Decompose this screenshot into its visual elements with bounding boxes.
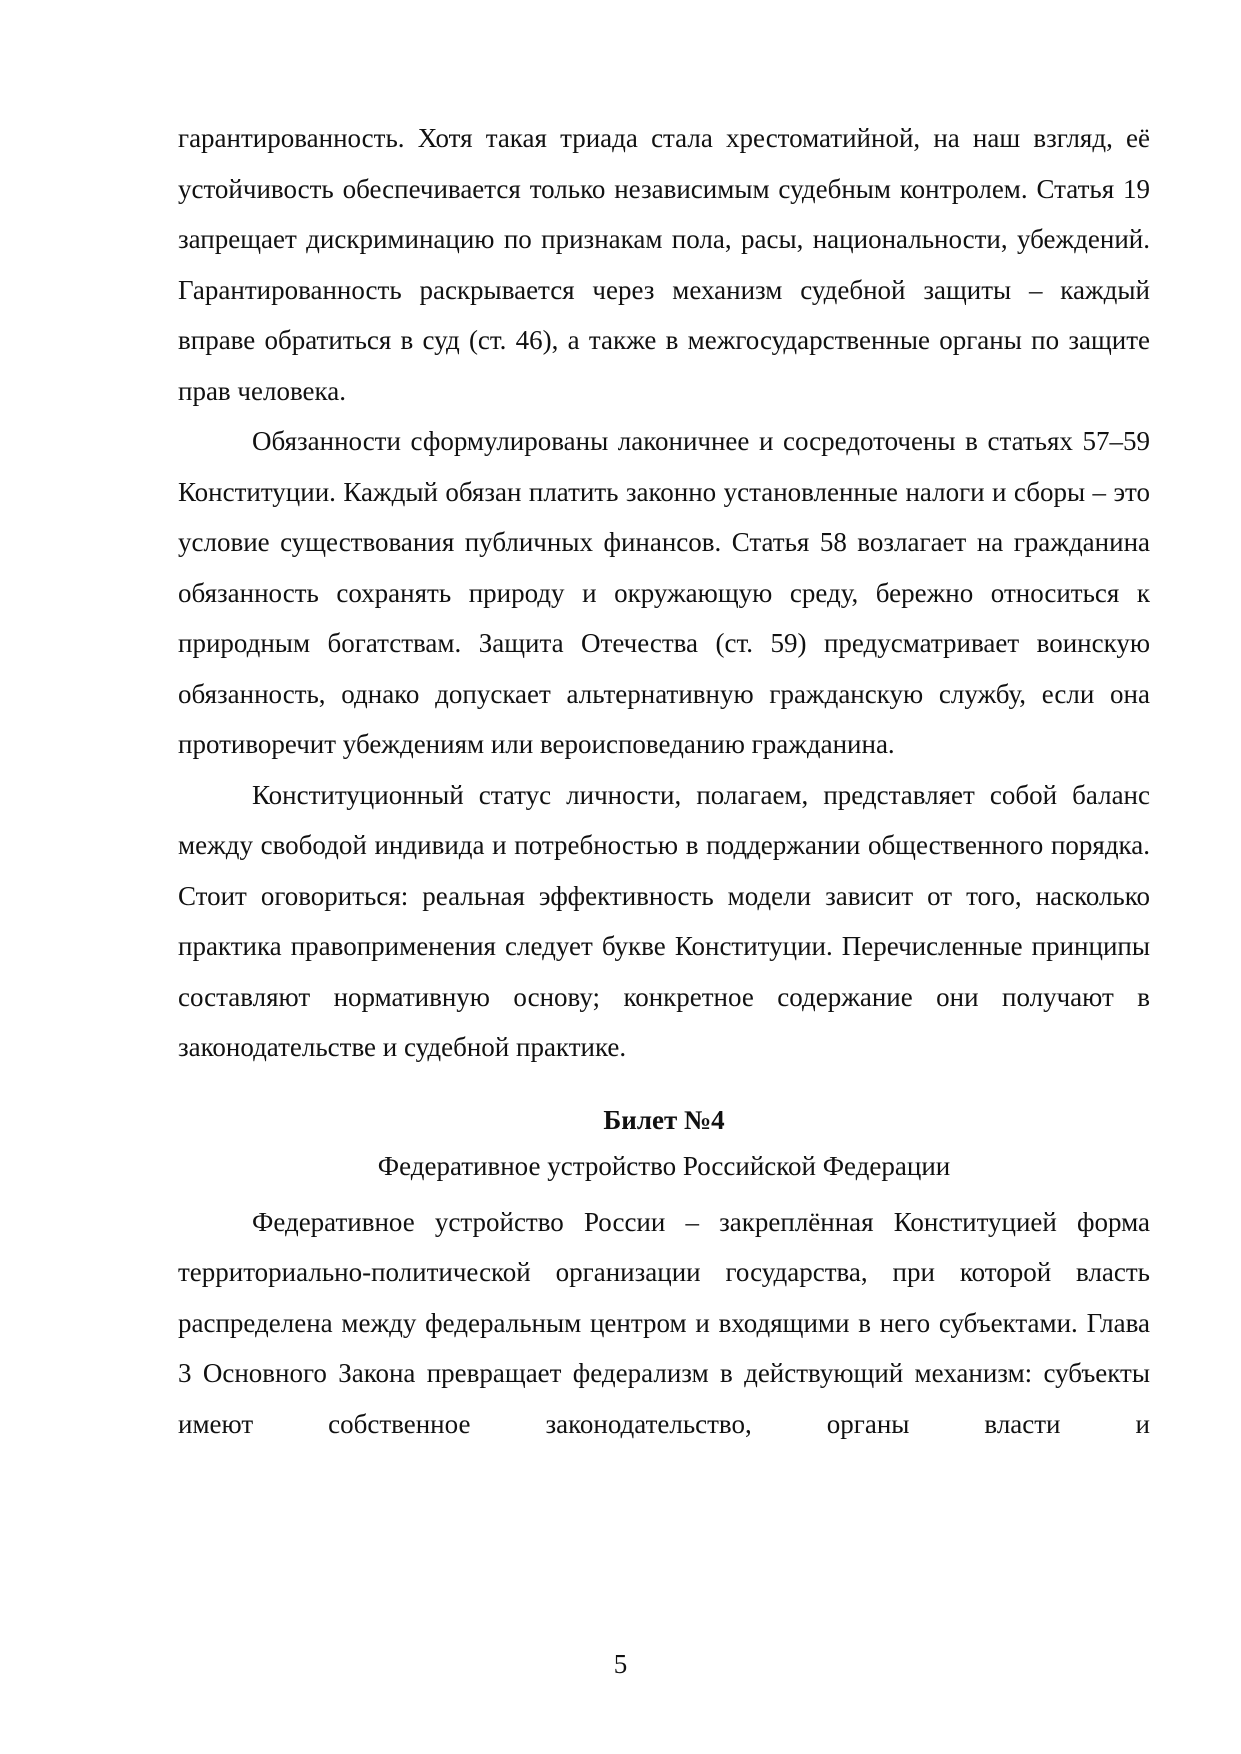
paragraph-constitutional-status: Конституционный статус личности, полагаем, представляет собой баланс между свободой индивида и потребностью в поддержании общественного порядка. Стоит оговориться: реальная эффективность модели зависит от того, насколько практика правоприменения следует букве Конституции. Перечисленные принципы составляют нормативную основу; конкретное содержание они получают в законодательстве и судебной практике.	[178, 779, 1150, 1062]
page-number: 5	[613, 1649, 628, 1679]
paragraph-rights-guarantees: гарантированность. Хотя такая триада стала хрестоматийной, на наш взгляд, её устойчивость обеспечивается только независимым судебным контролем. Статья 19 запрещает дискриминацию по признакам пола, расы, национальности, убеждений. Гарантированность раскрывается через механизм судебной защиты – каждый вправе обратиться в суд (ст. 46), а также в межгосударственные органы по защите прав человека.	[178, 123, 1150, 406]
paragraph-duties: Обязанности сформулированы лаконичнее и сосредоточены в статьях 57–59 Конституции. Каждый обязан платить законно установленные налоги и сборы – это условие существования публичных финансов. Статья 58 возлагает на гражданина обязанность сохранять природу и окружающую среду, бережно относиться к природным богатствам. Защита Отечества (ст. 59) предусматривает воинскую обязанность, однако допускает альтернативную гражданскую службу, если она противоречит убеждениям или вероисповеданию гражданина.	[178, 426, 1150, 759]
ticket-heading	[178, 1099, 1150, 1187]
paragraph-federal-structure: Федеративное устройство России – закреплённая Конституцией форма территориально-политической организации государства, при которой власть распределена между федеральным центром и входящими в него субъектами. Глава 3 Основного Закона превращает федерализм в действующий механизм: субъекты имеют собственное законодательство, органы власти и	[178, 1206, 1150, 1439]
ticket-subtitle: Федеративное устройство Российской Федерации	[377, 1150, 951, 1181]
document-body	[178, 113, 1150, 1449]
ticket-title: Билет №4	[603, 1104, 725, 1135]
